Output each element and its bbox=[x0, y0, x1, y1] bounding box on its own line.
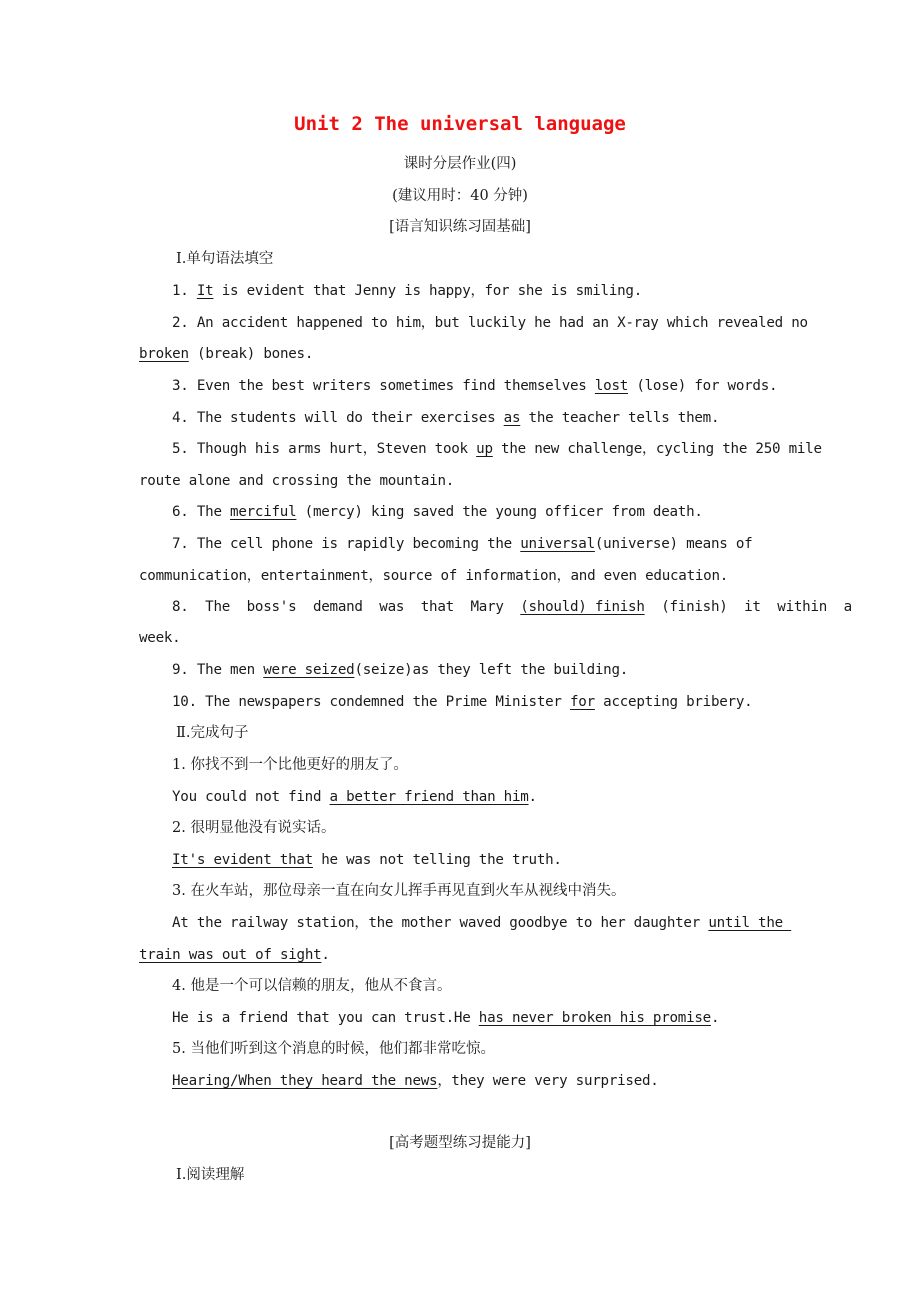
exercise-1-8-cont: week. bbox=[139, 630, 181, 646]
question-text: 6. The bbox=[172, 504, 231, 520]
exercise-2-2-prompt: 2. 很明显他没有说实话。 bbox=[172, 820, 336, 836]
exercise-2-5-answer bbox=[172, 1071, 659, 1091]
question-text: (mercy) king saved the young officer from death. bbox=[296, 504, 703, 520]
section-exam-heading: [高考题型练习提能力] bbox=[389, 1135, 531, 1151]
exercise-2-2-answer bbox=[172, 850, 562, 870]
exercise-1-7-cont: communication，entertainment，source of information，and even education. bbox=[139, 568, 729, 584]
exercise-1-3 bbox=[172, 376, 777, 396]
sentence-text: . bbox=[321, 947, 330, 963]
answer: (should) finish bbox=[520, 599, 645, 615]
exercise-2-3-answer-cont bbox=[139, 945, 330, 965]
answer: It bbox=[196, 283, 214, 299]
question-text: accepting bribery. bbox=[594, 694, 753, 710]
exercise-2-4-answer bbox=[172, 1008, 719, 1028]
exercise-1-1 bbox=[172, 281, 642, 301]
exercise-1-4 bbox=[172, 408, 719, 428]
answer: as bbox=[503, 410, 521, 426]
question-text: (finish) it within a bbox=[644, 599, 852, 615]
exercise-2-5-prompt: 5. 当他们听到这个消息的时候，他们都非常吃惊。 bbox=[172, 1041, 495, 1057]
exercise-1-9 bbox=[172, 660, 628, 680]
exercise-1-5 bbox=[172, 439, 822, 459]
exercise-1-6 bbox=[172, 502, 703, 522]
exercise-2-3-prompt: 3. 在火车站，那位母亲一直在向女儿挥手再见直到火车从视线中消失。 bbox=[172, 883, 626, 899]
section-basic-heading: [语言知识练习固基础] bbox=[389, 219, 531, 235]
exercise-1-7 bbox=[172, 534, 752, 554]
answer: merciful bbox=[230, 504, 297, 520]
question-text: (break) bones. bbox=[188, 346, 314, 362]
page-title: Unit 2 The universal language bbox=[294, 113, 626, 135]
answer: lost bbox=[594, 378, 629, 394]
part2-heading: Ⅱ.完成句子 bbox=[176, 725, 249, 741]
answer: It's evident that bbox=[172, 852, 313, 868]
exercise-2-3-answer bbox=[172, 913, 791, 933]
question-text: (seize)as they left the building. bbox=[354, 662, 629, 678]
answer: has never broken his promise bbox=[478, 1010, 711, 1026]
part3-heading: Ⅰ.阅读理解 bbox=[176, 1167, 245, 1183]
question-text: 5. Though his arms hurt，Steven took bbox=[172, 441, 477, 457]
answer: up bbox=[476, 441, 493, 457]
question-text: (universe) means of bbox=[594, 536, 753, 552]
sentence-text: At the railway station，the mother waved goodbye to her daughter bbox=[172, 915, 709, 931]
answer: Hearing/When they heard the news bbox=[172, 1073, 438, 1089]
question-text: is evident that Jenny is happy，for she is smiling. bbox=[213, 283, 642, 299]
exercise-1-2 bbox=[172, 313, 808, 333]
time-hint: (建议用时：40 分钟) bbox=[392, 188, 528, 204]
sentence-text: he was not telling the truth. bbox=[312, 852, 562, 868]
sentence-text: ，they were very surprised. bbox=[437, 1073, 659, 1089]
sentence-text: You could not find bbox=[172, 789, 330, 805]
exercise-1-8 bbox=[172, 597, 852, 617]
subtitle: 课时分层作业(四) bbox=[403, 156, 517, 172]
answer: for bbox=[570, 694, 595, 710]
answer: broken bbox=[139, 346, 189, 362]
part1-heading: Ⅰ.单句语法填空 bbox=[176, 251, 274, 267]
question-text: 10. The newspapers condemned the Prime Minister bbox=[172, 694, 570, 710]
exercise-2-4-prompt: 4. 他是一个可以信赖的朋友，他从不食言。 bbox=[172, 978, 452, 994]
sentence-text: . bbox=[528, 789, 537, 805]
answer: universal bbox=[520, 536, 595, 552]
question-text: 7. The cell phone is rapidly becoming the bbox=[172, 536, 521, 552]
exercise-1-2-cont bbox=[139, 344, 313, 364]
exercise-1-10 bbox=[172, 692, 752, 712]
exercise-2-1-prompt: 1. 你找不到一个比他更好的朋友了。 bbox=[172, 757, 408, 773]
question-text: 1. bbox=[172, 283, 197, 299]
question-text: 3. Even the best writers sometimes find themselves bbox=[172, 378, 595, 394]
question-text: 9. The men bbox=[172, 662, 264, 678]
sentence-text: He is a friend that you can trust.He bbox=[172, 1010, 479, 1026]
answer: until the bbox=[708, 915, 792, 931]
question-text: 8. The boss's demand was that Mary bbox=[172, 599, 521, 615]
answer: a better friend than him bbox=[329, 789, 529, 805]
sentence-text: . bbox=[710, 1010, 720, 1026]
answer: were seized bbox=[263, 662, 355, 678]
question-text: the new challenge，cycling the 250 mile bbox=[492, 441, 822, 457]
question-text: 4. The students will do their exercises bbox=[172, 410, 504, 426]
question-text: (lose) for words. bbox=[628, 378, 778, 394]
exercise-2-1-answer bbox=[172, 787, 537, 807]
question-text: the teacher tells them. bbox=[520, 410, 720, 426]
question-text: 2. An accident happened to him，but luckily he had an X-ray which revealed no bbox=[172, 315, 808, 331]
answer: train was out of sight bbox=[139, 947, 322, 963]
exercise-1-5-cont: route alone and crossing the mountain. bbox=[139, 473, 455, 489]
